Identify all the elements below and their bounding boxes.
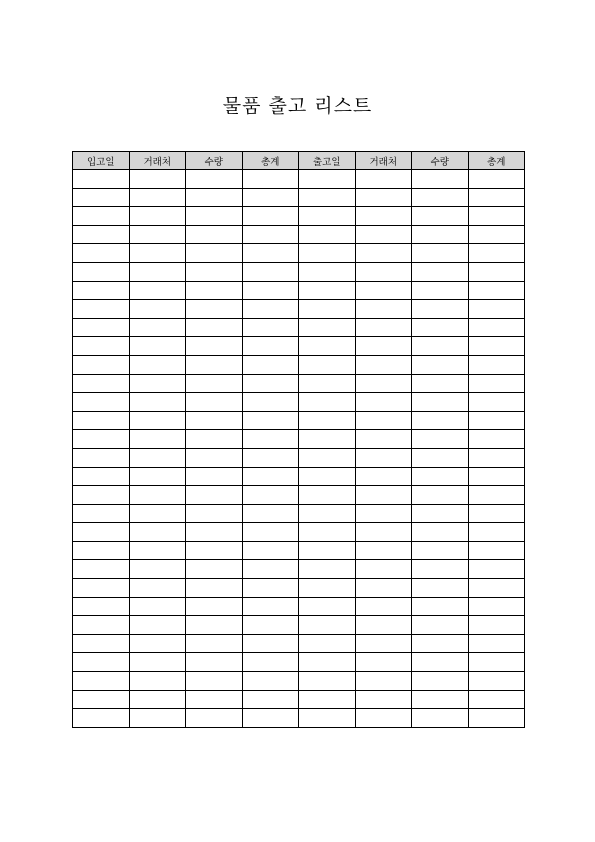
table-cell[interactable] [412, 337, 469, 356]
table-cell[interactable] [186, 672, 243, 691]
table-cell[interactable] [186, 355, 243, 374]
table-cell[interactable] [73, 616, 130, 635]
table-cell[interactable] [242, 634, 299, 653]
table-cell[interactable] [129, 523, 186, 542]
table-cell[interactable] [129, 579, 186, 598]
table-cell[interactable] [129, 300, 186, 319]
table-cell[interactable] [73, 653, 130, 672]
table-cell[interactable] [186, 560, 243, 579]
table-cell[interactable] [129, 690, 186, 709]
table-row [73, 504, 525, 523]
table-cell[interactable] [299, 634, 356, 653]
table-cell[interactable] [186, 281, 243, 300]
table-cell[interactable] [468, 486, 525, 505]
table-cell[interactable] [129, 560, 186, 579]
table-cell[interactable] [73, 690, 130, 709]
header-outbound-date: 출고일 [299, 152, 356, 170]
table-cell[interactable] [129, 170, 186, 189]
table-cell[interactable] [186, 393, 243, 412]
table-cell[interactable] [129, 467, 186, 486]
table-row [73, 709, 525, 728]
table-cell[interactable] [299, 355, 356, 374]
table-cell[interactable] [299, 244, 356, 263]
table-cell[interactable] [242, 411, 299, 430]
table-cell[interactable] [186, 504, 243, 523]
table-cell[interactable] [355, 411, 412, 430]
table-cell[interactable] [186, 300, 243, 319]
table-cell[interactable] [129, 188, 186, 207]
table-cell[interactable] [129, 393, 186, 412]
table-row [73, 672, 525, 691]
table-cell[interactable] [355, 579, 412, 598]
table-cell[interactable] [73, 672, 130, 691]
table-cell[interactable] [468, 262, 525, 281]
table-cell[interactable] [468, 560, 525, 579]
table-cell[interactable] [355, 672, 412, 691]
table-cell[interactable] [412, 579, 469, 598]
table-cell[interactable] [73, 430, 130, 449]
table-cell[interactable] [299, 300, 356, 319]
table-cell[interactable] [468, 579, 525, 598]
table-cell[interactable] [468, 634, 525, 653]
table-cell[interactable] [186, 690, 243, 709]
table-cell[interactable] [186, 634, 243, 653]
table-cell[interactable] [355, 709, 412, 728]
table-cell[interactable] [468, 300, 525, 319]
table-cell[interactable] [412, 244, 469, 263]
table-cell[interactable] [186, 616, 243, 635]
table-cell[interactable] [355, 653, 412, 672]
table-cell[interactable] [242, 244, 299, 263]
table-cell[interactable] [412, 355, 469, 374]
table-cell[interactable] [186, 318, 243, 337]
table-cell[interactable] [73, 207, 130, 226]
header-inbound-total: 총계 [242, 152, 299, 170]
table-cell[interactable] [242, 672, 299, 691]
table-cell[interactable] [299, 393, 356, 412]
table-cell[interactable] [412, 467, 469, 486]
header-row [73, 152, 525, 170]
table-cell[interactable] [299, 653, 356, 672]
table-cell[interactable] [242, 653, 299, 672]
table-cell[interactable] [412, 504, 469, 523]
table-cell[interactable] [242, 690, 299, 709]
table-cell[interactable] [355, 597, 412, 616]
table-cell[interactable] [412, 225, 469, 244]
table-row [73, 281, 525, 300]
table-cell[interactable] [242, 207, 299, 226]
header-outbound-quantity: 수량 [412, 152, 469, 170]
table-cell[interactable] [355, 634, 412, 653]
table-cell[interactable] [73, 411, 130, 430]
table-cell[interactable] [129, 411, 186, 430]
table-cell[interactable] [355, 541, 412, 560]
table-cell[interactable] [468, 393, 525, 412]
table-cell[interactable] [186, 411, 243, 430]
table-cell[interactable] [299, 597, 356, 616]
table-cell[interactable] [468, 225, 525, 244]
table-cell[interactable] [468, 672, 525, 691]
table-cell[interactable] [129, 709, 186, 728]
table-cell[interactable] [73, 467, 130, 486]
table-cell[interactable] [242, 467, 299, 486]
table-row [73, 523, 525, 542]
table-cell[interactable] [468, 281, 525, 300]
table-cell[interactable] [468, 597, 525, 616]
table-cell[interactable] [186, 207, 243, 226]
table-row [73, 374, 525, 393]
table-cell[interactable] [73, 355, 130, 374]
table-cell[interactable] [242, 374, 299, 393]
table-cell[interactable] [186, 188, 243, 207]
table-cell[interactable] [412, 690, 469, 709]
table-cell[interactable] [355, 262, 412, 281]
table-cell[interactable] [242, 541, 299, 560]
table-cell[interactable] [73, 523, 130, 542]
table-cell[interactable] [355, 690, 412, 709]
table-cell[interactable] [468, 467, 525, 486]
table-cell[interactable] [355, 337, 412, 356]
table-cell[interactable] [412, 541, 469, 560]
table-cell[interactable] [186, 467, 243, 486]
table-cell[interactable] [129, 244, 186, 263]
table-cell[interactable] [299, 225, 356, 244]
table-cell[interactable] [299, 690, 356, 709]
table-cell[interactable] [355, 504, 412, 523]
table-row [73, 225, 525, 244]
table-cell[interactable] [299, 486, 356, 505]
table-cell[interactable] [299, 616, 356, 635]
table-cell[interactable] [355, 188, 412, 207]
table-cell[interactable] [412, 374, 469, 393]
table-cell[interactable] [186, 523, 243, 542]
table-cell[interactable] [468, 188, 525, 207]
table-cell[interactable] [73, 337, 130, 356]
table-cell[interactable] [299, 188, 356, 207]
header-outbound-total: 총계 [468, 152, 525, 170]
table-cell[interactable] [73, 541, 130, 560]
table-cell[interactable] [129, 541, 186, 560]
table-cell[interactable] [299, 467, 356, 486]
table-cell[interactable] [129, 337, 186, 356]
table-cell[interactable] [412, 672, 469, 691]
table-cell[interactable] [186, 170, 243, 189]
table-cell[interactable] [73, 225, 130, 244]
table-cell[interactable] [242, 709, 299, 728]
table-cell[interactable] [299, 281, 356, 300]
table-cell[interactable] [129, 374, 186, 393]
table-cell[interactable] [299, 411, 356, 430]
table-cell[interactable] [242, 616, 299, 635]
table-cell[interactable] [355, 281, 412, 300]
table-cell[interactable] [186, 448, 243, 467]
table-row [73, 486, 525, 505]
table-cell[interactable] [299, 170, 356, 189]
table-cell[interactable] [468, 411, 525, 430]
table-cell[interactable] [299, 672, 356, 691]
table-cell[interactable] [468, 244, 525, 263]
table-cell[interactable] [73, 244, 130, 263]
table-cell[interactable] [129, 225, 186, 244]
table-cell[interactable] [186, 374, 243, 393]
table-cell[interactable] [242, 318, 299, 337]
table-row [73, 467, 525, 486]
table-cell[interactable] [412, 393, 469, 412]
table-cell[interactable] [299, 504, 356, 523]
table-cell[interactable] [242, 579, 299, 598]
table-cell[interactable] [412, 411, 469, 430]
table-cell[interactable] [242, 355, 299, 374]
table-cell[interactable] [242, 393, 299, 412]
table-cell[interactable] [73, 448, 130, 467]
table-row [73, 653, 525, 672]
table-cell[interactable] [242, 523, 299, 542]
table-cell[interactable] [186, 262, 243, 281]
table-row [73, 170, 525, 189]
table-row [73, 411, 525, 430]
table-cell[interactable] [186, 597, 243, 616]
table-header [73, 152, 525, 170]
table-cell[interactable] [186, 579, 243, 598]
table-cell[interactable] [468, 690, 525, 709]
table-cell[interactable] [129, 634, 186, 653]
table-cell[interactable] [129, 281, 186, 300]
table-body [73, 170, 525, 728]
table-cell[interactable] [299, 337, 356, 356]
table-cell[interactable] [129, 262, 186, 281]
table-row [73, 244, 525, 263]
table-cell[interactable] [129, 486, 186, 505]
table-cell[interactable] [468, 318, 525, 337]
table-cell[interactable] [412, 597, 469, 616]
table-row [73, 262, 525, 281]
table-cell[interactable] [242, 597, 299, 616]
table-cell[interactable] [73, 318, 130, 337]
table-cell[interactable] [412, 523, 469, 542]
table-cell[interactable] [242, 337, 299, 356]
table-cell[interactable] [299, 579, 356, 598]
table-cell[interactable] [355, 355, 412, 374]
table-cell[interactable] [355, 486, 412, 505]
table-row [73, 300, 525, 319]
table-row [73, 207, 525, 226]
header-outbound-client: 거래처 [355, 152, 412, 170]
table-cell[interactable] [73, 597, 130, 616]
table-cell[interactable] [242, 560, 299, 579]
table-cell[interactable] [355, 318, 412, 337]
table-cell[interactable] [468, 374, 525, 393]
table-cell[interactable] [412, 634, 469, 653]
table-row [73, 541, 525, 560]
table-cell[interactable] [412, 300, 469, 319]
table-row [73, 616, 525, 635]
table-cell[interactable] [299, 262, 356, 281]
table-cell[interactable] [186, 430, 243, 449]
table-cell[interactable] [299, 448, 356, 467]
table-cell[interactable] [355, 170, 412, 189]
table-cell[interactable] [355, 560, 412, 579]
table-cell[interactable] [412, 170, 469, 189]
table-cell[interactable] [355, 430, 412, 449]
table-cell[interactable] [468, 337, 525, 356]
table-row [73, 634, 525, 653]
table-cell[interactable] [129, 318, 186, 337]
table-cell[interactable] [355, 616, 412, 635]
table-cell[interactable] [129, 653, 186, 672]
table-row [73, 448, 525, 467]
header-inbound-client: 거래처 [129, 152, 186, 170]
table-cell[interactable] [186, 709, 243, 728]
table-cell[interactable] [73, 579, 130, 598]
table-cell[interactable] [468, 430, 525, 449]
table-cell[interactable] [299, 709, 356, 728]
table-row [73, 597, 525, 616]
table-cell[interactable] [412, 709, 469, 728]
table-row [73, 318, 525, 337]
table-cell[interactable] [73, 188, 130, 207]
table-cell[interactable] [299, 374, 356, 393]
table-cell[interactable] [468, 448, 525, 467]
table-cell[interactable] [468, 616, 525, 635]
table-cell[interactable] [186, 225, 243, 244]
outbound-list-table [72, 151, 525, 728]
table-cell[interactable] [468, 355, 525, 374]
header-inbound-quantity: 수량 [186, 152, 243, 170]
table-cell[interactable] [129, 616, 186, 635]
table-cell[interactable] [412, 281, 469, 300]
table-cell[interactable] [242, 448, 299, 467]
table-cell[interactable] [299, 541, 356, 560]
table-row [73, 560, 525, 579]
table-cell[interactable] [73, 634, 130, 653]
table-cell[interactable] [355, 467, 412, 486]
table-cell[interactable] [73, 560, 130, 579]
table-cell[interactable] [242, 225, 299, 244]
table-row [73, 355, 525, 374]
table-cell[interactable] [412, 318, 469, 337]
table-cell[interactable] [468, 523, 525, 542]
table-cell[interactable] [242, 170, 299, 189]
table-cell[interactable] [299, 318, 356, 337]
table-cell[interactable] [468, 504, 525, 523]
table-row [73, 188, 525, 207]
table-cell[interactable] [242, 188, 299, 207]
table-cell[interactable] [412, 448, 469, 467]
table-cell[interactable] [468, 541, 525, 560]
page-title: 물품 출고 리스트 [222, 95, 373, 117]
table-cell[interactable] [355, 225, 412, 244]
table-cell[interactable] [129, 430, 186, 449]
table-cell[interactable] [355, 448, 412, 467]
table-cell[interactable] [299, 523, 356, 542]
table-cell[interactable] [299, 430, 356, 449]
table-cell[interactable] [73, 709, 130, 728]
table-cell[interactable] [186, 541, 243, 560]
table-cell[interactable] [242, 262, 299, 281]
table-row [73, 690, 525, 709]
table-row [73, 579, 525, 598]
table-cell[interactable] [186, 653, 243, 672]
table-row [73, 430, 525, 449]
table-cell[interactable] [129, 355, 186, 374]
table-cell[interactable] [355, 207, 412, 226]
table-cell[interactable] [355, 244, 412, 263]
table-cell[interactable] [355, 374, 412, 393]
table-cell[interactable] [355, 300, 412, 319]
table-cell[interactable] [186, 486, 243, 505]
header-inbound-date: 입고일 [73, 152, 130, 170]
table-cell[interactable] [73, 486, 130, 505]
table-cell[interactable] [242, 486, 299, 505]
table-cell[interactable] [73, 393, 130, 412]
table-cell[interactable] [129, 207, 186, 226]
table-cell[interactable] [355, 523, 412, 542]
table-cell[interactable] [73, 300, 130, 319]
table-row [73, 337, 525, 356]
table-cell[interactable] [468, 653, 525, 672]
table-cell[interactable] [129, 448, 186, 467]
table-cell[interactable] [299, 207, 356, 226]
table-cell[interactable] [129, 597, 186, 616]
table-cell[interactable] [412, 207, 469, 226]
table-cell[interactable] [242, 300, 299, 319]
table-cell[interactable] [242, 504, 299, 523]
table-cell[interactable] [412, 616, 469, 635]
table-cell[interactable] [73, 504, 130, 523]
table-cell[interactable] [412, 560, 469, 579]
table-cell[interactable] [186, 337, 243, 356]
table-cell[interactable] [299, 560, 356, 579]
table-cell[interactable] [468, 170, 525, 189]
table-cell[interactable] [73, 281, 130, 300]
table-cell[interactable] [242, 281, 299, 300]
table-cell[interactable] [129, 672, 186, 691]
table-cell[interactable] [355, 393, 412, 412]
table-cell[interactable] [242, 430, 299, 449]
table-cell[interactable] [468, 207, 525, 226]
table-row [73, 393, 525, 412]
table-cell[interactable] [412, 430, 469, 449]
table-cell[interactable] [129, 504, 186, 523]
table-cell[interactable] [186, 244, 243, 263]
table-cell[interactable] [412, 262, 469, 281]
table-cell[interactable] [73, 374, 130, 393]
table-cell[interactable] [412, 653, 469, 672]
table-cell[interactable] [468, 709, 525, 728]
table-cell[interactable] [73, 170, 130, 189]
table-cell[interactable] [412, 486, 469, 505]
table-cell[interactable] [412, 188, 469, 207]
table-cell[interactable] [73, 262, 130, 281]
